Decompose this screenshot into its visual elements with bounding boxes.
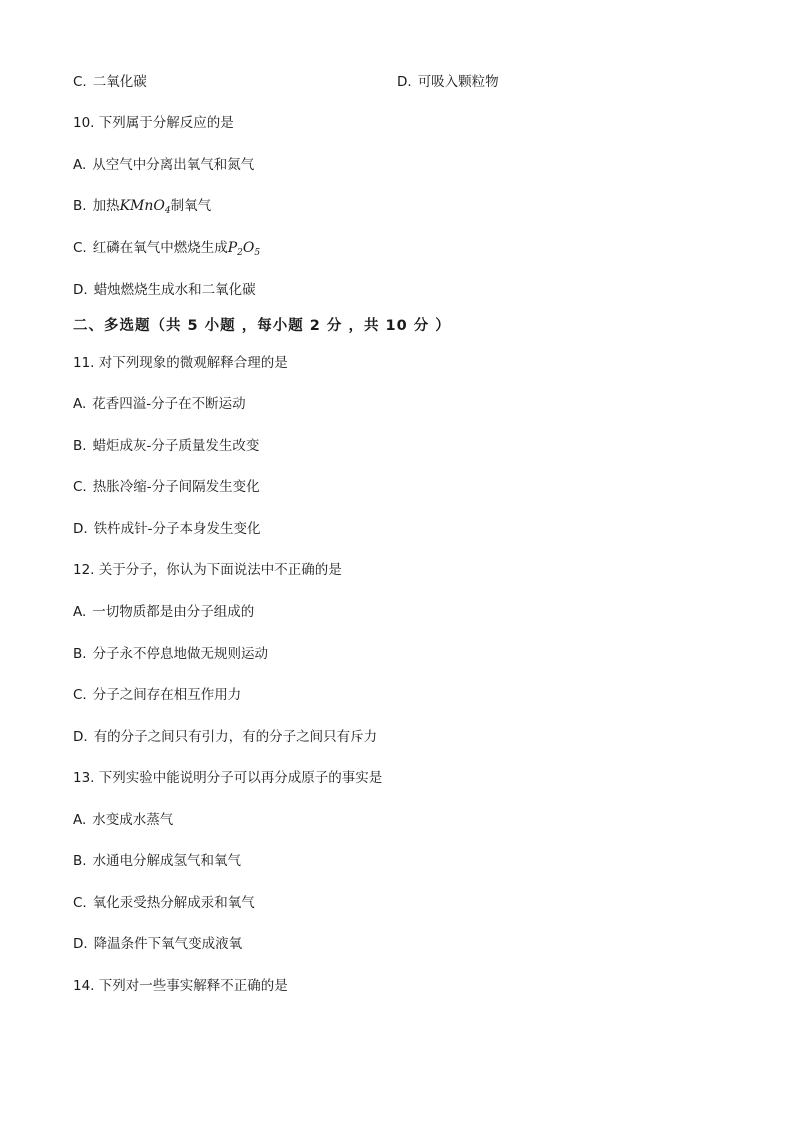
option-prefix: 加热 [92,198,120,214]
option-label: B. [73,853,87,869]
option-label: A. [73,604,87,620]
option-label: D. [73,282,88,298]
option-text: 花香四溢-分子在不断运动 [92,396,246,412]
q9-option-c [73,72,147,92]
option-text: 分子之间存在相互作用力 [92,687,242,703]
option-text: 一切物质都是由分子组成的 [92,604,255,620]
formula-p: P [227,240,238,256]
q12-option-c [73,685,241,705]
option-suffix: 制氧气 [170,198,212,214]
option-label: A. [73,157,87,173]
option-text: 热胀冷缩-分子间隔发生变化 [92,479,260,495]
option-text: 氧化汞受热分解成汞和氧气 [92,895,255,911]
option-label: D. [73,729,88,745]
option-text: 蜡炬成灰-分子质量发生改变 [92,438,260,454]
q11-option-b [73,436,259,456]
q13-option-c [73,893,255,913]
option-text: 可吸入颗粒物 [417,74,499,90]
q14-stem: 14. 下列对一些事实解释不正确的是 [73,978,288,994]
q11-option-a [73,394,246,414]
q13-option-b [73,851,241,871]
option-text: 铁杵成针-分子本身发生变化 [93,521,261,537]
option-label: C. [73,74,87,90]
kmno4-formula [120,198,171,214]
option-label: A. [73,396,87,412]
q12-option-b [73,644,268,664]
option-text: 分子永不停息地做无规则运动 [92,646,269,662]
q9-option-d [397,72,499,92]
option-label: D. [397,74,412,90]
formula-subscript: 4 [164,206,171,216]
q13-option-a [73,810,173,830]
q12-stem: 12. 关于分子，你认为下面说法中不正确的是 [73,562,342,578]
option-text: 水通电分解成氢气和氧气 [92,853,242,869]
option-label: B. [73,438,87,454]
option-text: 蜡烛燃烧生成水和二氧化碳 [93,282,256,298]
option-label: D. [73,936,88,952]
q10-option-b [73,196,211,221]
option-label: D. [73,521,88,537]
q12-option-a [73,602,254,622]
option-text: 水变成水蒸气 [92,812,174,828]
q12-option-d [73,727,377,747]
option-text: 二氧化碳 [92,74,147,90]
option-text: 降温条件下氧气变成液氧 [93,936,243,952]
formula-o: O [242,240,255,256]
formula-p-subscript: 2 [237,248,243,258]
q11-option-d [73,519,261,539]
option-label: C. [73,895,87,911]
p2o5-formula [228,240,260,256]
option-label: B. [73,646,87,662]
option-label: C. [73,240,87,256]
q10-option-a [73,155,254,175]
option-prefix: 红磷在氧气中燃烧生成 [92,240,228,256]
q10-option-d [73,280,256,300]
option-label: B. [73,198,87,214]
q11-stem: 11. 对下列现象的微观解释合理的是 [73,355,288,371]
formula-o-subscript: 5 [254,248,261,258]
q10-stem: 10. 下列属于分解反应的是 [73,115,234,131]
q10-option-c [73,238,260,263]
option-label: A. [73,812,87,828]
section-heading: 二、多选题（共 5 小题 ，每小题 2 分 ，共 10 分 ） [73,318,451,334]
option-text: 有的分子之间只有引力，有的分子之间只有斥力 [93,729,378,745]
option-label: C. [73,687,87,703]
q13-option-d [73,934,242,954]
q11-option-c [73,477,260,497]
option-text: 从空气中分离出氧气和氮气 [92,157,255,173]
q13-stem: 13. 下列实验中能说明分子可以再分成原子的事实是 [73,770,383,786]
formula-main: KMnO [119,198,165,214]
option-label: C. [73,479,87,495]
